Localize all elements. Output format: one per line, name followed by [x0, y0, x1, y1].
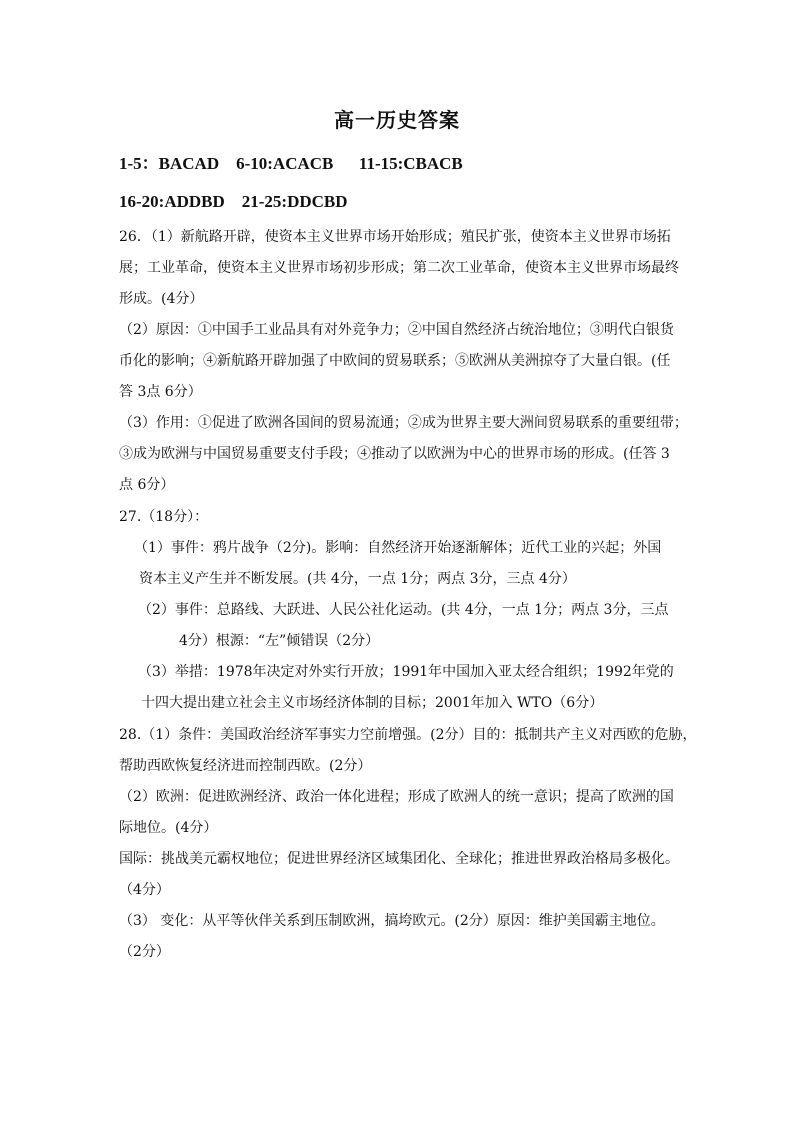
q27-heading: 27.（18分）： — [119, 509, 209, 525]
q26-line: 点 6分） — [119, 477, 175, 493]
mc-answers-line-2: 16-20:ADDBD 21-25:DDCBD — [119, 192, 348, 211]
q28-line: 国际：挑战美元霸权地位；促进世界经济区域集团化、全球化；推进世界政治格局多极化。 — [119, 851, 679, 867]
q27-part1-line2: 资本主义产生并不断发展。(共 4分，一点 1分；两点 3分，三点 4分） — [139, 571, 576, 587]
q28-line: （2分） — [119, 944, 170, 960]
q26-line: 形成。(4分） — [119, 291, 204, 307]
q26-line: 26．（1）新航路开辟，使资本主义世界市场开始形成；殖民扩张，使资本主义世界市场拓 — [119, 229, 671, 245]
q27-part2-line1: （2）事件：总路线、大跃进、人民公社化运动。(共 4分，一点 1分；两点 3分，三点 — [138, 602, 669, 618]
q28-line: （4分） — [119, 882, 170, 898]
q28-line: 帮助西欧恢复经济进而控制西欧。(2分） — [119, 758, 372, 774]
q26-line: 币化的影响；④新航路开辟加强了中欧间的贸易联系；⑤欧洲从美洲掠夺了大量白银。(任 — [119, 353, 671, 369]
q27-part2-line2: 4分）根源：“左”倾错误（2分） — [179, 633, 380, 649]
q26-line: 答 3点 6分） — [119, 384, 202, 400]
q28-line: （3） 变化：从平等伙伴关系到压制欧洲，搞垮欧元。(2分）原因：维护美国霸主地位。 — [119, 913, 665, 929]
q28-line: （2）欧洲：促进欧洲经济、政治一体化进程；形成了欧洲人的统一意识；提高了欧洲的国 — [119, 789, 674, 805]
q26-line: （3）作用：①促进了欧洲各国间的贸易流通；②成为世界主要大洲间贸易联系的重要纽带； — [119, 415, 688, 431]
page-title: 高一历史答案 — [334, 108, 460, 132]
q27-part3-line2: 十四大提出建立社会主义市场经济体制的目标；2001年加入 WTO（6分） — [141, 695, 604, 711]
q28-line: 28.（1）条件：美国政治经济军事实力空前增强。(2分）目的：抵制共产主义对西欧的危胁， — [119, 727, 697, 743]
question-26-answer — [119, 222, 688, 501]
q28-line: 际地位。(4分） — [119, 820, 218, 836]
q27-part1-line1: （1）事件：鸦片战争（2分)。影响：自然经济开始逐渐解体；近代工业的兴起；外国 — [134, 540, 662, 556]
q26-line: ③成为欧洲与中国贸易重要支付手段；④推动了以欧洲为中心的世界市场的形成。(任答 3 — [119, 446, 670, 462]
question-27-answer — [119, 502, 674, 719]
q26-line: 展；工业革命，使资本主义世界市场初步形成；第二次工业革命，使资本主义世界市场最终 — [119, 260, 679, 276]
q26-line: （2）原因：①中国手工业品具有对外竞争力；②中国自然经济占统治地位；③明代白银货 — [119, 322, 674, 338]
mc-answers-line-1: 1-5：BACAD 6-10:ACACB 11-15:CBACB — [119, 154, 463, 173]
question-28-answer — [119, 720, 697, 968]
q27-part3-line1: （3）举措：1978年决定对外实行开放；1991年中国加入亚太经合组织；1992年党的 — [138, 664, 674, 680]
